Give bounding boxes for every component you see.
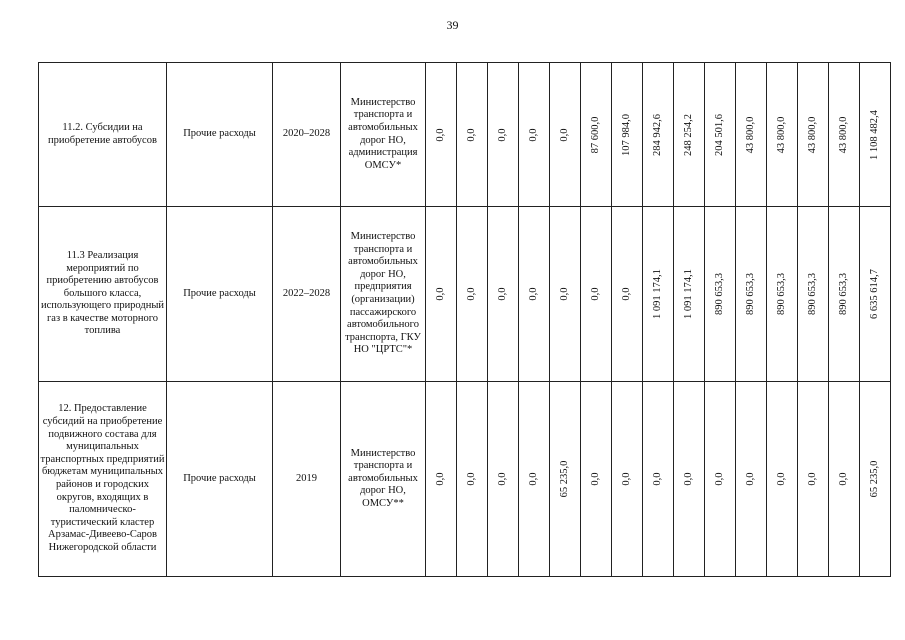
value-cell <box>581 207 612 382</box>
value-text: 890 653,3 <box>776 273 787 315</box>
value-text: 0,0 <box>838 472 849 486</box>
total-value-cell <box>860 382 891 577</box>
value-cell <box>426 207 457 382</box>
value-text: 0,0 <box>621 472 632 486</box>
value-cell <box>612 207 643 382</box>
value-text: 0,0 <box>466 472 477 486</box>
value-text: 65 235,0 <box>559 460 570 498</box>
value-text: 1 091 174,1 <box>652 269 663 319</box>
value-cell <box>798 63 829 207</box>
value-cell <box>612 382 643 577</box>
value-text: 0,0 <box>590 472 601 486</box>
value-cell <box>674 63 705 207</box>
value-text: 87 600,0 <box>590 116 601 153</box>
value-text: 0,0 <box>435 472 446 486</box>
value-text: 204 501,6 <box>714 113 725 156</box>
value-text: 0,0 <box>435 127 446 142</box>
value-text: 0,0 <box>497 287 508 301</box>
value-cell <box>457 382 488 577</box>
value-cell <box>767 207 798 382</box>
value-cell <box>674 382 705 577</box>
value-cell <box>643 63 674 207</box>
value-text: 890 653,3 <box>807 273 818 315</box>
value-cell <box>581 63 612 207</box>
executor-cell: Министерство транспорта и автомобильных дорог НО, предприятия (организации) пассажирского автомобильного транспорта, ГКУ НО "ЦРТС"* <box>341 207 426 382</box>
value-text: 0,0 <box>559 287 570 301</box>
value-text: 43 800,0 <box>838 116 849 153</box>
period-cell: 2020–2028 <box>273 63 341 207</box>
value-cell <box>736 207 767 382</box>
total-value-cell <box>860 63 891 207</box>
value-text: 0,0 <box>466 127 477 142</box>
value-text: 0,0 <box>652 472 663 486</box>
value-cell <box>550 63 581 207</box>
expense-category-cell: Прочие расходы <box>167 207 273 382</box>
value-text: 0,0 <box>559 127 570 142</box>
value-text: 248 254,2 <box>683 113 694 156</box>
value-cell <box>705 382 736 577</box>
value-cell <box>736 63 767 207</box>
value-text: 0,0 <box>621 287 632 301</box>
value-cell <box>705 207 736 382</box>
value-text: 0,0 <box>466 287 477 301</box>
value-cell <box>767 63 798 207</box>
value-text: 0,0 <box>776 472 787 486</box>
value-text: 890 653,3 <box>745 273 756 315</box>
value-cell <box>829 63 860 207</box>
value-text: 0,0 <box>745 472 756 486</box>
value-cell <box>643 382 674 577</box>
value-cell <box>829 382 860 577</box>
value-text: 0,0 <box>683 472 694 486</box>
table-row <box>39 207 891 382</box>
value-cell <box>457 63 488 207</box>
value-text: 0,0 <box>590 287 601 301</box>
value-cell <box>426 382 457 577</box>
value-cell <box>550 382 581 577</box>
value-cell <box>705 63 736 207</box>
table-row <box>39 382 891 577</box>
value-cell <box>767 382 798 577</box>
table-row <box>39 63 891 207</box>
value-cell <box>612 63 643 207</box>
executor-cell: Министерство транспорта и автомобильных дорог НО, ОМСУ** <box>341 382 426 577</box>
value-cell <box>674 207 705 382</box>
value-cell <box>581 382 612 577</box>
total-value-cell <box>860 207 891 382</box>
value-cell <box>798 207 829 382</box>
value-cell <box>488 382 519 577</box>
measure-name-cell: 11.3 Реализация мероприятий по приобретению автобусов большого класса, использующего природный газ в качестве моторного топлива <box>39 207 167 382</box>
value-text: 890 653,3 <box>838 273 849 315</box>
value-text: 43 800,0 <box>776 116 787 153</box>
value-text: 0,0 <box>528 472 539 486</box>
value-cell <box>519 382 550 577</box>
value-text: 43 800,0 <box>807 116 818 153</box>
value-text: 1 091 174,1 <box>683 269 694 319</box>
value-cell <box>457 207 488 382</box>
value-cell <box>488 207 519 382</box>
page-number: 39 <box>446 18 459 32</box>
executor-cell: Министерство транспорта и автомобильных дорог НО, администрация ОМСУ* <box>341 63 426 207</box>
measure-name-cell: 12. Предоставление субсидий на приобретение подвижного состава для муниципальных транспортных предприятий бюджетам муниципальных районов и городских округов, входящих в паломническо-туристический кластер Арзамас-Дивеево-Саров Нижегородской области <box>39 382 167 577</box>
table-body <box>39 63 891 577</box>
value-text: 0,0 <box>528 287 539 301</box>
value-text: 43 800,0 <box>745 116 756 153</box>
expense-category-cell: Прочие расходы <box>167 63 273 207</box>
period-cell: 2019 <box>273 382 341 577</box>
value-cell <box>519 207 550 382</box>
value-text: 0,0 <box>807 472 818 486</box>
value-text: 107 984,0 <box>621 113 632 156</box>
value-text: 65 235,0 <box>869 460 880 498</box>
value-cell <box>643 207 674 382</box>
value-cell <box>736 382 767 577</box>
value-cell <box>829 207 860 382</box>
expense-category-cell: Прочие расходы <box>167 382 273 577</box>
value-text: 284 942,6 <box>652 113 663 156</box>
value-text: 0,0 <box>714 472 725 486</box>
value-cell <box>550 207 581 382</box>
value-text: 1 108 482,4 <box>869 109 880 160</box>
budget-table <box>38 62 891 577</box>
value-text: 6 635 614,7 <box>869 269 880 319</box>
value-text: 890 653,3 <box>714 273 725 315</box>
value-cell <box>798 382 829 577</box>
value-cell <box>488 63 519 207</box>
value-text: 0,0 <box>435 287 446 301</box>
value-cell <box>426 63 457 207</box>
period-cell: 2022–2028 <box>273 207 341 382</box>
value-cell <box>519 63 550 207</box>
value-text: 0,0 <box>497 127 508 142</box>
measure-name-cell: 11.2. Субсидии на приобретение автобусов <box>39 63 167 207</box>
value-text: 0,0 <box>528 127 539 142</box>
value-text: 0,0 <box>497 472 508 486</box>
